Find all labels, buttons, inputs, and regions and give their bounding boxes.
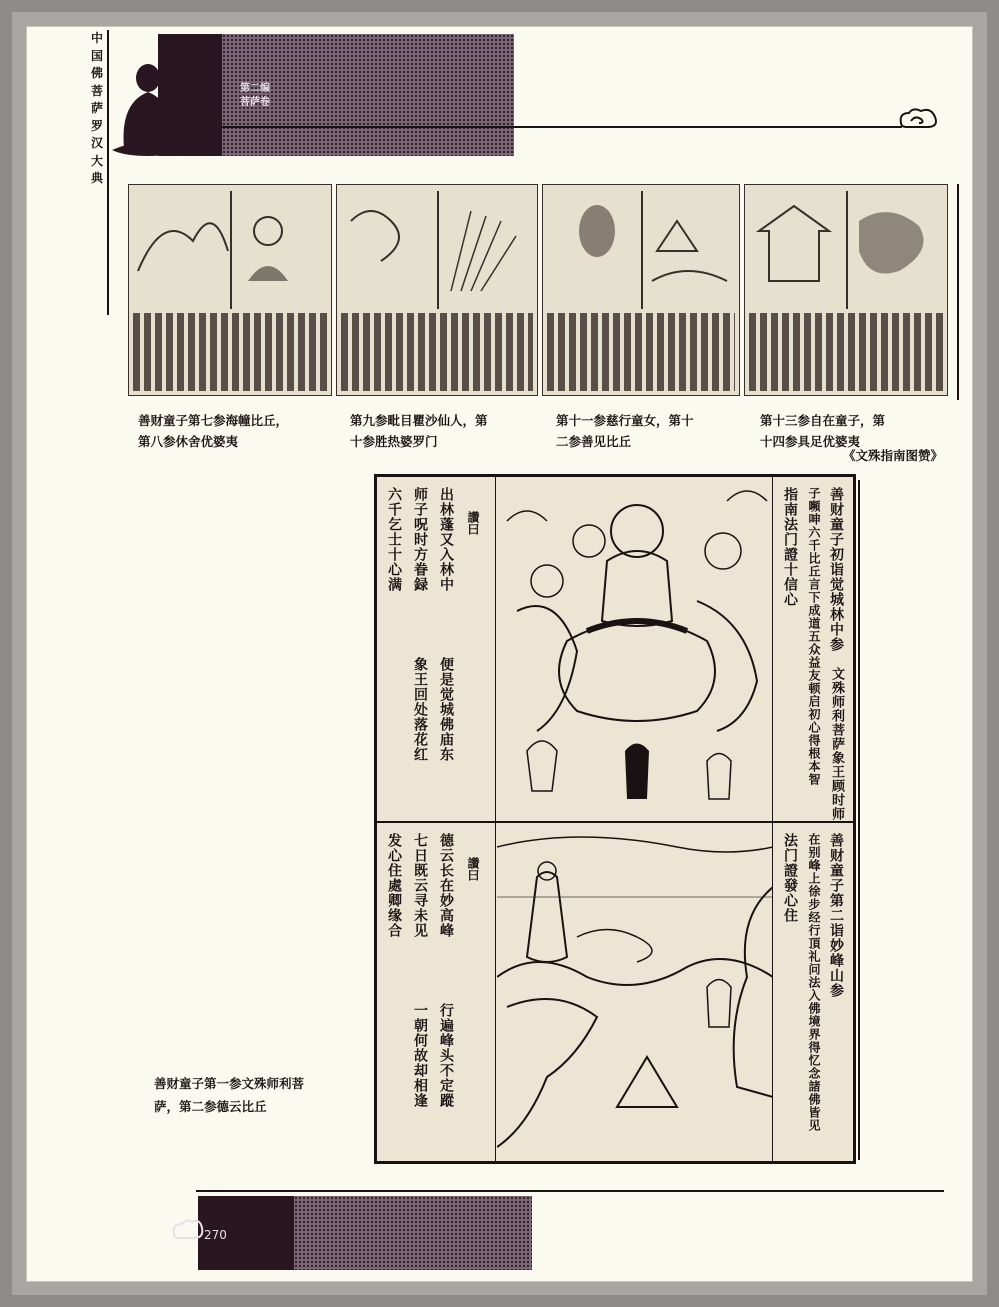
strip-caption-2: 第九参毗目瞿沙仙人，第 十参胜热婆罗门 (350, 413, 488, 449)
bottom-verse-5: 发心住處卿缘合 (386, 833, 402, 938)
top-verse-2: 便是觉城佛庙东 (438, 657, 454, 762)
woodcut-illustration (749, 191, 945, 309)
bottom-zan-label: 讚曰 (466, 857, 480, 881)
strip-panel-1 (128, 184, 332, 396)
woodcut-strip (128, 184, 948, 396)
bottom-verse-1: 德云长在妙高峰 (438, 833, 454, 938)
bottom-right-text-3: 在别峰上徐步经行頂礼问法入佛境界得忆念諸佛皆见 (807, 833, 821, 1132)
page-number: 270 (204, 1228, 227, 1242)
seated-buddha-icon (110, 58, 220, 158)
bottom-right-text-4: 法门證發心住 (782, 833, 798, 923)
cloud-ornament-icon (897, 107, 939, 133)
top-right-text-4: 指南法门證十信心 (782, 487, 798, 607)
strip-panel-3 (542, 184, 740, 396)
chapter-label (240, 82, 270, 110)
mountain-monk-illustration (497, 827, 773, 1157)
top-zan-label: 讚曰 (466, 511, 480, 535)
title-rule (107, 30, 109, 315)
top-verse-5: 六千乞士十心满 (386, 487, 402, 592)
woodcut-illustration (547, 191, 737, 309)
bottom-verse-3: 七日既云寻未见 (412, 833, 428, 938)
woodcut-illustration (341, 191, 535, 309)
top-verse-4: 象王回处落花红 (412, 657, 428, 762)
chapter-volume: 菩萨卷 (240, 97, 270, 108)
manjusri-on-lion-illustration (497, 481, 773, 817)
top-right-text-2: 文殊师利菩萨象王顾时师 (829, 667, 844, 821)
main-woodcut (374, 474, 856, 1164)
footer-halftone-block (294, 1196, 532, 1270)
strip-caption-4: 第十三参自在童子，第 十四参具足优婆夷 (760, 413, 886, 449)
top-verse-3: 师子呪时方眷録 (412, 487, 428, 592)
woodcut-top-half (377, 477, 853, 823)
main-edge-rule (858, 480, 860, 1160)
top-verse-1: 出林蓬又入林中 (438, 487, 454, 592)
woodcut-illustration (133, 191, 329, 309)
source-caption: 《文殊指南图赞》 (842, 448, 943, 463)
book-title: 中国佛菩萨罗汉大典 (90, 31, 103, 185)
bottom-verse-2: 行遍峰头不定蹤 (438, 1003, 454, 1108)
strip-panel-2 (336, 184, 538, 396)
strip-caption-3: 第十一参慈行童女，第十 二参善见比丘 (556, 413, 694, 449)
main-caption: 善财童子第一参文殊师利菩 萨，第二参德云比丘 (154, 1076, 305, 1114)
bottom-verse-4: 一朝何故却相逢 (412, 1003, 428, 1108)
bottom-right-text-1: 善财童子第二诣妙峰山参 (828, 833, 844, 998)
top-right-text-1: 善财童子初诣觉城林中参 (828, 487, 844, 652)
header-rule (222, 126, 902, 128)
strip-caption-1: 善财童子第七参海幢比丘， 第八参休舍优婆夷 (138, 413, 289, 449)
strip-edge-rule (957, 184, 959, 400)
chapter-part: 第二编 (240, 83, 270, 94)
woodcut-bottom-half (377, 823, 853, 1161)
cloud-ornament-icon (170, 1218, 204, 1242)
top-right-text-3: 子嚬呻六千比丘言下成道五众益友顿启初心得根本智 (807, 487, 821, 786)
footer-rule (196, 1190, 944, 1192)
strip-panel-4 (744, 184, 948, 396)
